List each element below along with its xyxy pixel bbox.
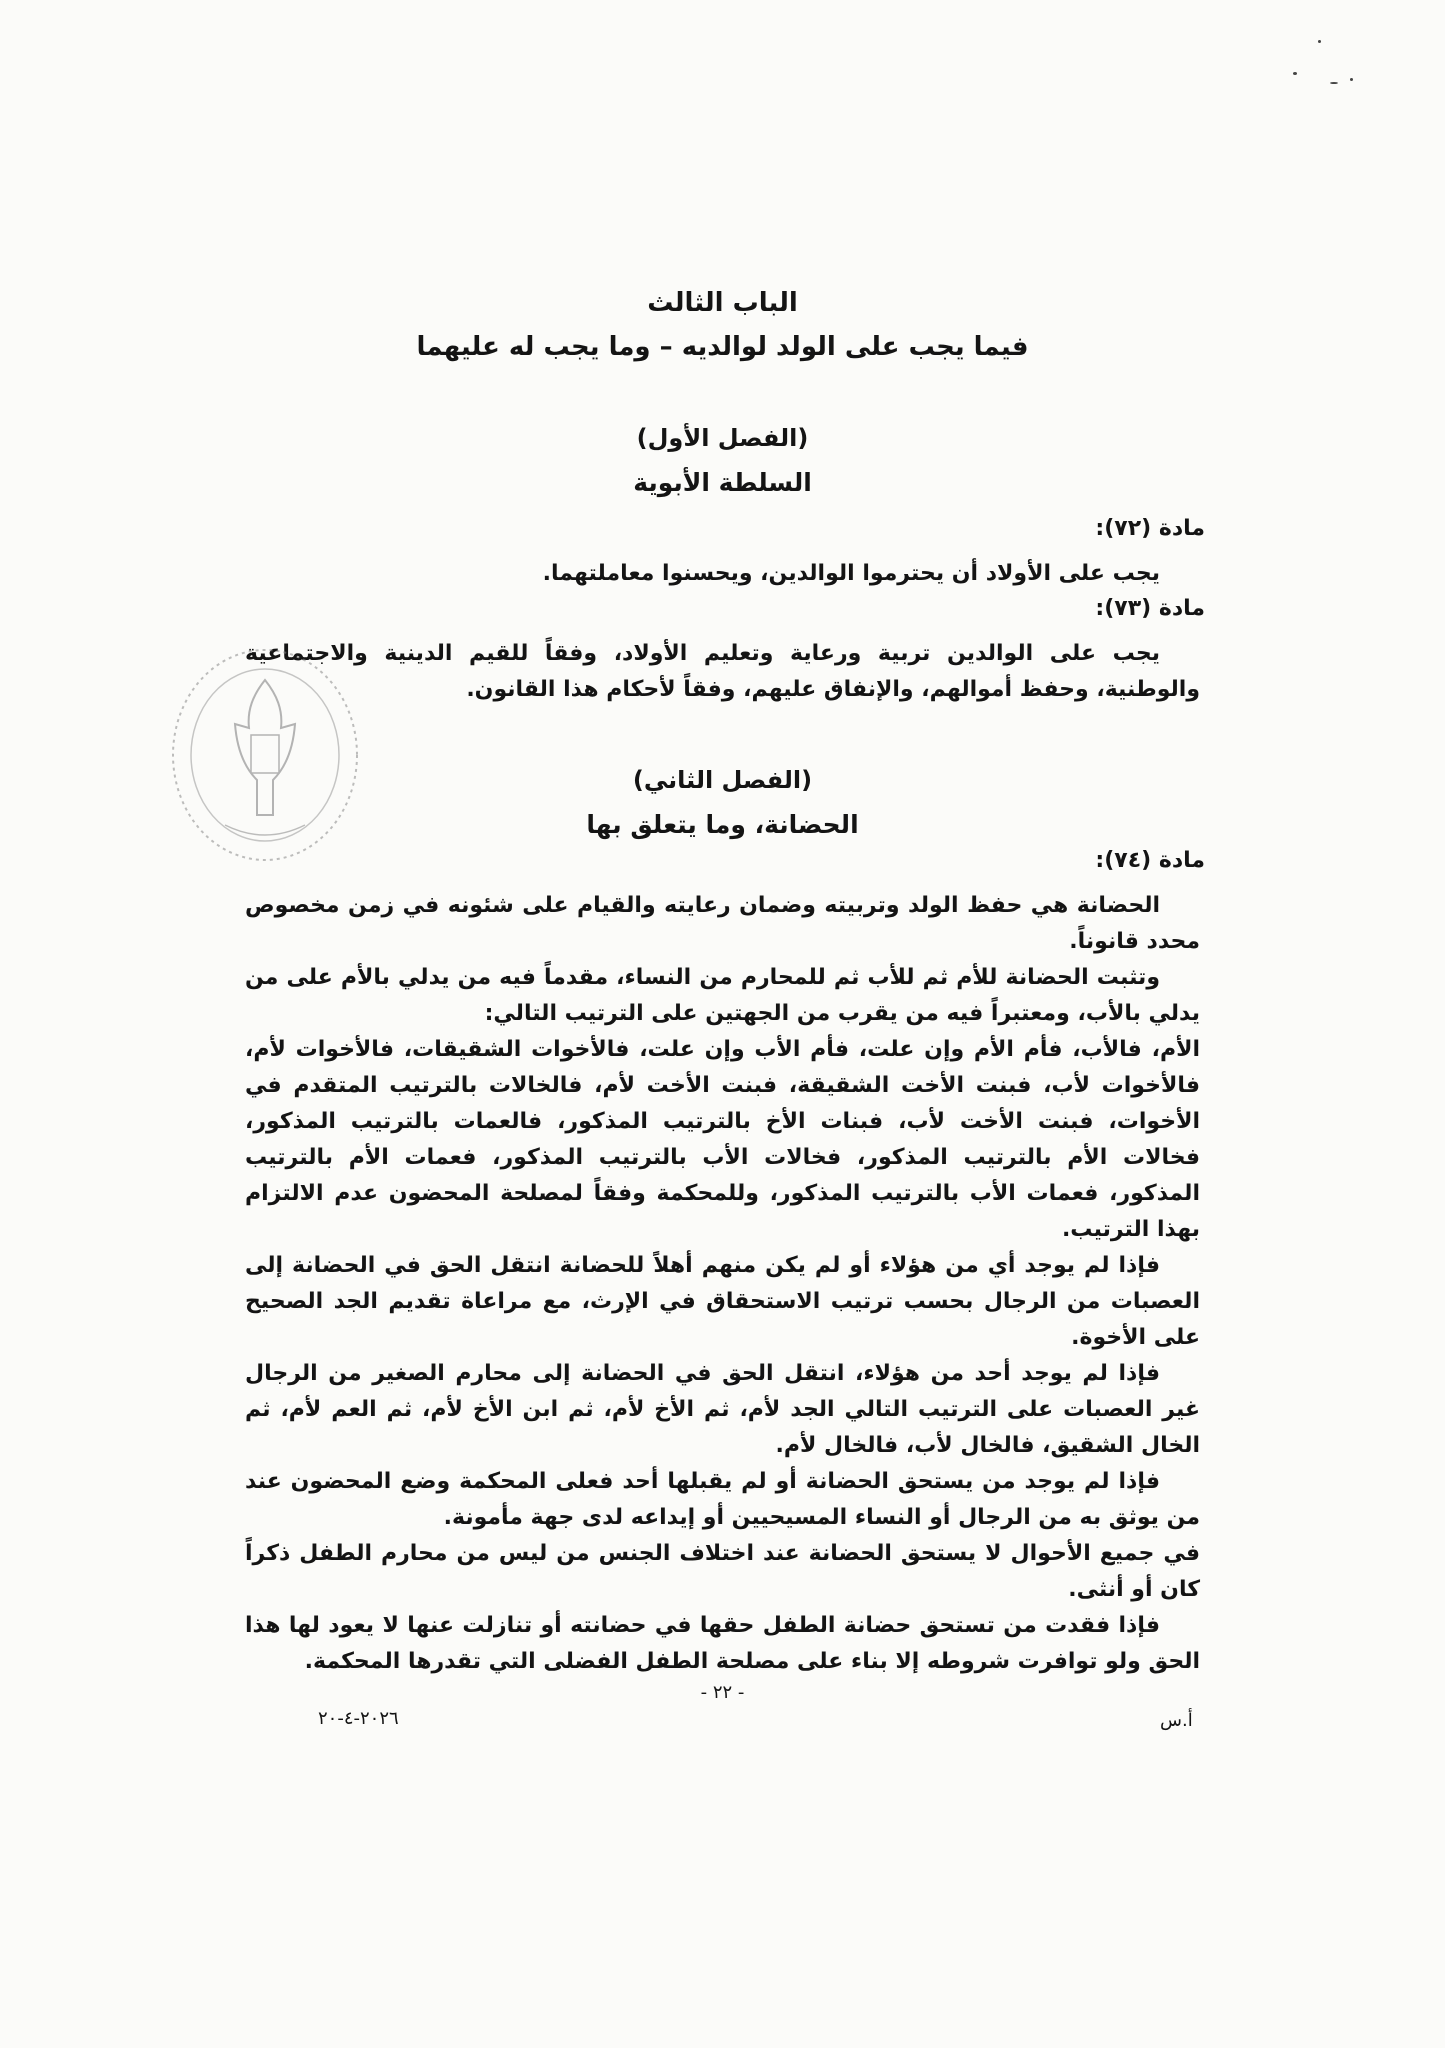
official-seal-stamp [165,640,365,870]
part-title: الباب الثالث [647,288,798,318]
scan-speck [1318,40,1321,43]
article74-body [245,888,1200,1680]
footer-date: ٢٠٢٦-٤-٢٠ [318,1708,399,1729]
article74-paragraph: فإذا فقدت من تستحق حضانة الطفل حقها في حضانته أو تنازلت عنها لا يعود لها هذا الحق ولو توافرت شروطه إلا بناء على مصلحة الطفل الفضلى التي تقدرها المحكمة. [245,1613,1200,1674]
footer-initials: أ.س [1160,1710,1193,1731]
article72-paragraph: يجب على الأولاد أن يحترموا الوالدين، ويحسنوا معاملتهما. [542,561,1160,586]
article74-label: مادة (٧٤): [1095,848,1205,873]
article74-paragraph: في جميع الأحوال لا يستحق الحضانة عند اختلاف الجنس من ليس من محارم الطفل ذكراً كان أو أنثى. [245,1541,1200,1602]
article73-label: مادة (٧٣): [1095,596,1205,621]
article72-body [245,556,1200,592]
article74-paragraph: الحضانة هي حفظ الولد وتربيته وضمان رعايته والقيام على شئونه في زمن مخصوص محدد قانوناً. [245,893,1200,954]
article73-body [245,636,1200,708]
article72-label: مادة (٧٢): [1095,516,1205,541]
article74-paragraph: فإذا لم يوجد من يستحق الحضانة أو لم يقبلها أحد فعلى المحكمة وضع المحضون عند من يوثق به من الرجال أو النساء المسيحيين أو إيداعه لدى جهة مأمونة. [245,1469,1200,1530]
chapter2-subtitle: الحضانة، وما يتعلق بها [586,810,859,839]
scan-speck [1293,72,1297,75]
scan-speck [1330,82,1338,84]
part-subtitle: فيما يجب على الولد لوالديه – وما يجب له عليهما [416,332,1029,362]
chapter2-title: (الفصل الثاني) [632,766,813,794]
article74-paragraph: الأم، فالأب، فأم الأم وإن علت، فأم الأب وإن علت، فالأخوات الشقيقات، فالأخوات لأم، فالأخوات لأب، فبنت الأخت الشقيقة، فبنت الأخت لأم، فالخالات بالترتيب المتقدم في الأخوات، فبنت الأخت لأب، فبنات الأخ بالترتيب المذكور، فالعمات بالترتيب المذكور، فخالات الأم بالترتيب المذكور، فخالات الأب بالترتيب المذكور، فعمات الأم بالترتيب المذكور، فعمات الأب بالترتيب المذكور، وللمحكمة وفقاً لمصلحة المحضون عدم الالتزام بهذا الترتيب. [245,1037,1200,1242]
article74-paragraph: فإذا لم يوجد أي من هؤلاء أو لم يكن منهم أهلاً للحضانة انتقل الحق في الحضانة إلى العصبات من الرجال بحسب ترتيب الاستحقاق في الإرث، مع مراعاة تقديم الجد الصحيح على الأخوة. [245,1253,1200,1350]
scan-speck [1350,78,1353,81]
chapter1-subtitle: السلطة الأبوية [633,468,812,497]
page-number: - ٢٢ - [700,1682,745,1703]
chapter1-title: (الفصل الأول) [636,424,809,452]
article74-paragraph: فإذا لم يوجد أحد من هؤلاء، انتقل الحق في الحضانة إلى محارم الصغير من الرجال غير العصبات على الترتيب التالي الجد لأم، ثم الأخ لأم، ثم ابن الأخ لأم، ثم العم لأم، ثم الخال الشقيق، فالخال لأب، فالخال لأم. [245,1361,1200,1458]
article74-paragraph: وتثبت الحضانة للأم ثم للأب ثم للمحارم من النساء، مقدماً فيه من يدلي بالأم على من يدلي بالأب، ومعتبراً فيه من يقرب من الجهتين على الترتيب التالي: [245,965,1200,1026]
article73-paragraph: يجب على الوالدين تربية ورعاية وتعليم الأولاد، وفقاً للقيم الدينية والاجتماعية والوطنية، وحفظ أموالهم، والإنفاق عليهم، وفقاً لأحكام هذا القانون. [245,641,1200,702]
